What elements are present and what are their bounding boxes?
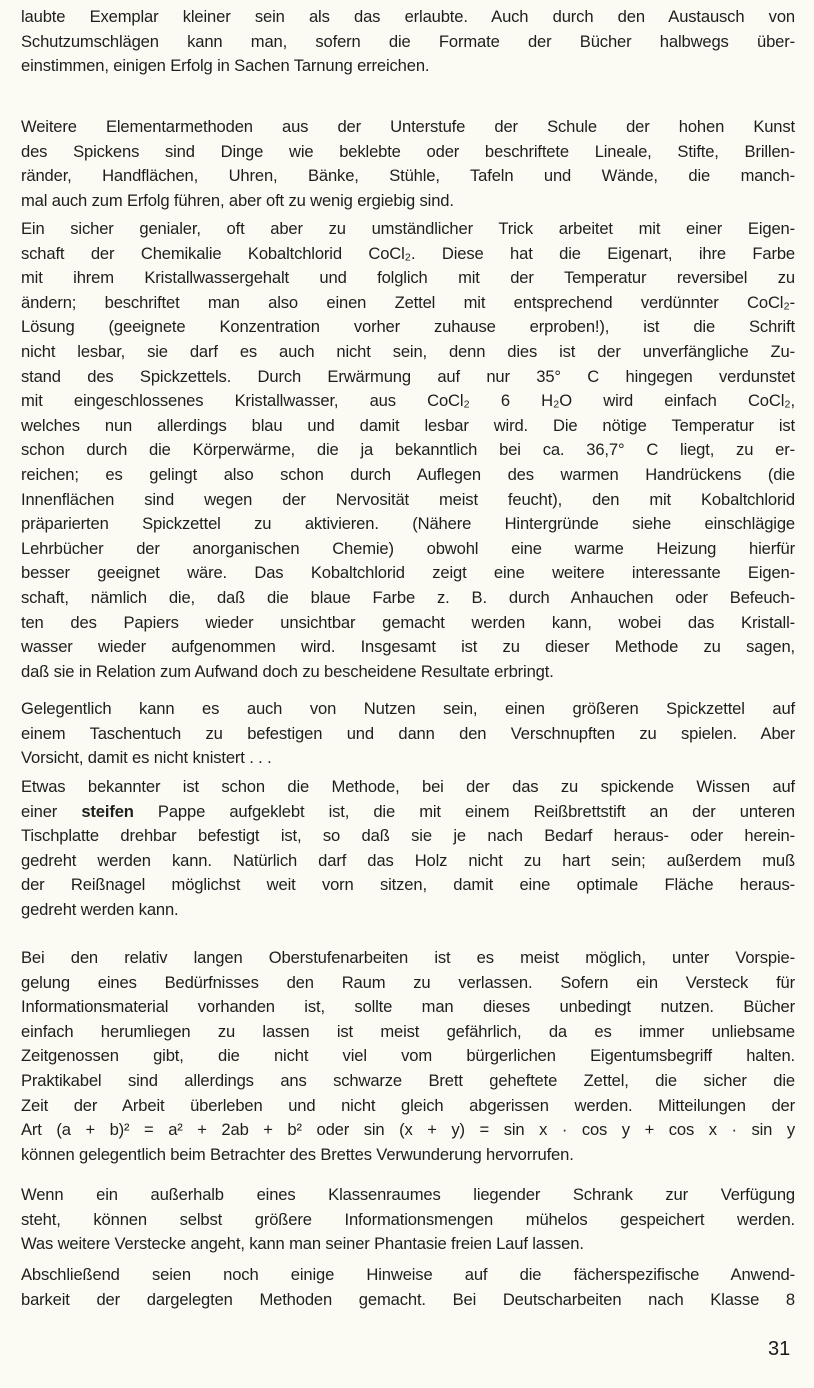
- text-line: einfach herumliegen zu lassen ist meist gefährlich, da es immer unliebsame: [21, 1021, 795, 1041]
- text-line: Weitere Elementarmethoden aus der Unterstufe der Schule der hohen Kunst: [21, 117, 795, 136]
- text-line: Wenn ein außerhalb eines Klassenraumes liegender Schrank zur Verfügung: [21, 1185, 795, 1204]
- text-line: welches nun allerdings blau und damit lesbar wird. Die nötige Temperatur ist: [21, 415, 795, 435]
- text-line: präparierten Spickzettel zu aktivieren. (Nähere Hintergründe siehe einschlägige: [21, 514, 795, 534]
- text-line: Praktikabel sind allerdings ans schwarze Brett geheftete Zettel, die sicher die: [21, 1070, 795, 1090]
- text-line: Abschließend seien noch einige Hinweise auf die fächerspezifische Anwend-: [21, 1265, 795, 1284]
- text-line: mit ihrem Kristallwassergehalt und folglich mit der Temperatur reversibel zu: [21, 268, 795, 288]
- text-line: ränder, Handflächen, Uhren, Bänke, Stühle, Tafeln und Wände, die manch-: [21, 166, 795, 186]
- paragraph-7: [21, 1183, 795, 1257]
- bold-word: steifen: [81, 801, 134, 821]
- text-line: ändern; beschriftet man also einen Zettel mit entsprechend verdünnter CoCl₂-: [21, 292, 795, 312]
- text-line: mit eingeschlossenes Kristallwasser, aus CoCl₂ 6 H₂O wird einfach CoCl₂,: [21, 391, 795, 411]
- text-line: können gelegentlich beim Betrachter des Brettes Verwunderung hervorrufen.: [21, 1144, 574, 1164]
- text-line: einem Taschentuch zu befestigen und dann den Verschnupften zu spielen. Aber: [21, 723, 795, 743]
- text-line: einer steifen Pappe aufgeklebt ist, die mit einem Reißbrettstift an der unteren: [21, 801, 796, 821]
- text-line: Lehrbücher der anorganischen Chemie) obwohl eine warme Heizung hierfür: [21, 538, 795, 558]
- text-line: Bei den relativ langen Oberstufenarbeiten ist es meist möglich, unter Vorspie-: [21, 948, 795, 967]
- text-line: ten des Papiers wieder unsichtbar gemacht werden kann, wobei das Kristall-: [21, 612, 795, 632]
- text-line: gedreht werden kann.: [21, 899, 179, 919]
- text-line: Innenflächen sind wegen der Nervosität meist feucht), den mit Kobaltchlorid: [21, 489, 795, 509]
- text-line: Zeit der Arbeit überleben und nicht gleich abgerissen werden. Mitteilungen der: [21, 1095, 795, 1115]
- text-line: der Reißnagel möglichst weit vorn sitzen, damit eine optimale Fläche heraus-: [21, 875, 795, 895]
- paragraph-8: [21, 1263, 795, 1312]
- text-line: daß sie in Relation zum Aufwand doch zu bescheidene Resultate erbringt.: [21, 661, 554, 681]
- text-line: schon durch die Körperwärme, die ja bekanntlich bei ca. 36,7° C liegt, zu er-: [21, 440, 795, 460]
- formula-line: Art (a + b)² = a² + 2ab + b² oder sin (x + y) = sin x · cos y + cos x · sin y: [21, 1120, 795, 1140]
- text-line: stand des Spickzettels. Durch Erwärmung auf nur 35° C hingegen verdunstet: [21, 366, 795, 386]
- text-line: Etwas bekannter ist schon die Methode, bei der das zu spickende Wissen auf: [21, 777, 795, 796]
- text-line: Tischplatte drehbar befestigt ist, so daß sie je nach Bedarf heraus- oder herein-: [21, 826, 795, 846]
- paragraph-1: [21, 5, 795, 79]
- text-line: steht, können selbst größere Informationsmengen mühelos gespeichert werden.: [21, 1209, 795, 1229]
- text-line: Gelegentlich kann es auch von Nutzen sein, einen größeren Spickzettel auf: [21, 699, 795, 718]
- text-line: reichen; es gelingt also schon durch Auflegen des warmen Handrückens (die: [21, 464, 795, 484]
- text-line: nicht lesbar, sie darf es auch nicht sein, denn dies ist der unverfängliche Zu-: [21, 341, 795, 361]
- page-number: 31: [768, 1338, 791, 1360]
- text-line: gedreht werden kann. Natürlich darf das Holz nicht zu hart sein; außerdem muß: [21, 850, 795, 870]
- text-line: einstimmen, einigen Erfolg in Sachen Tarnung erreichen.: [21, 56, 430, 76]
- text-line: schaft, nämlich die, daß die blaue Farbe z. B. durch Anhauchen oder Befeuch-: [21, 587, 795, 607]
- text-line: schaft der Chemikalie Kobaltchlorid CoCl₂. Diese hat die Eigenart, ihre Farbe: [21, 243, 795, 263]
- text-line: Zeitgenossen gibt, die nicht viel vom bürgerlichen Eigentumsbegriff halten.: [21, 1046, 795, 1066]
- text-line: wasser wieder aufgenommen wird. Insgesamt ist zu dieser Methode zu sagen,: [21, 637, 795, 657]
- paragraph-2: [21, 115, 795, 213]
- text-line: barkeit der dargelegten Methoden gemacht. Bei Deutscharbeiten nach Klasse 8: [21, 1289, 795, 1309]
- text-line: Informationsmaterial vorhanden ist, sollte man dieses unbedingt nutzen. Bücher: [21, 997, 795, 1017]
- text-line: des Spickens sind Dinge wie beklebte oder beschriftete Lineale, Stifte, Brillen-: [21, 141, 795, 161]
- text-line: laubte Exemplar kleiner sein als das erlaubte. Auch durch den Austausch von: [21, 7, 795, 26]
- paragraph-3: [21, 217, 795, 684]
- text-line: Vorsicht, damit es nicht knistert . . .: [21, 748, 272, 768]
- paragraph-4: [21, 697, 795, 771]
- text-line: Was weitere Verstecke angeht, kann man seiner Phantasie freien Lauf lassen.: [21, 1234, 584, 1254]
- text-line: besser geeignet wäre. Das Kobaltchlorid zeigt eine weitere interessante Eigen-: [21, 563, 795, 583]
- text-line: Schutzumschlägen kann man, sofern die Formate der Bücher halbwegs über-: [21, 31, 795, 51]
- paragraph-6: [21, 946, 795, 1167]
- text-line: Ein sicher genialer, oft aber zu umständlicher Trick arbeitet mit einer Eigen-: [21, 219, 795, 238]
- text-line: Lösung (geeignete Konzentration vorher zuhause erproben!), ist die Schrift: [21, 317, 795, 337]
- text-line: mal auch zum Erfolg führen, aber oft zu wenig ergiebig sind.: [21, 190, 454, 210]
- text-line: gelung eines Bedürfnisses den Raum zu verlassen. Sofern ein Versteck für: [21, 972, 795, 992]
- paragraph-5: [21, 775, 795, 923]
